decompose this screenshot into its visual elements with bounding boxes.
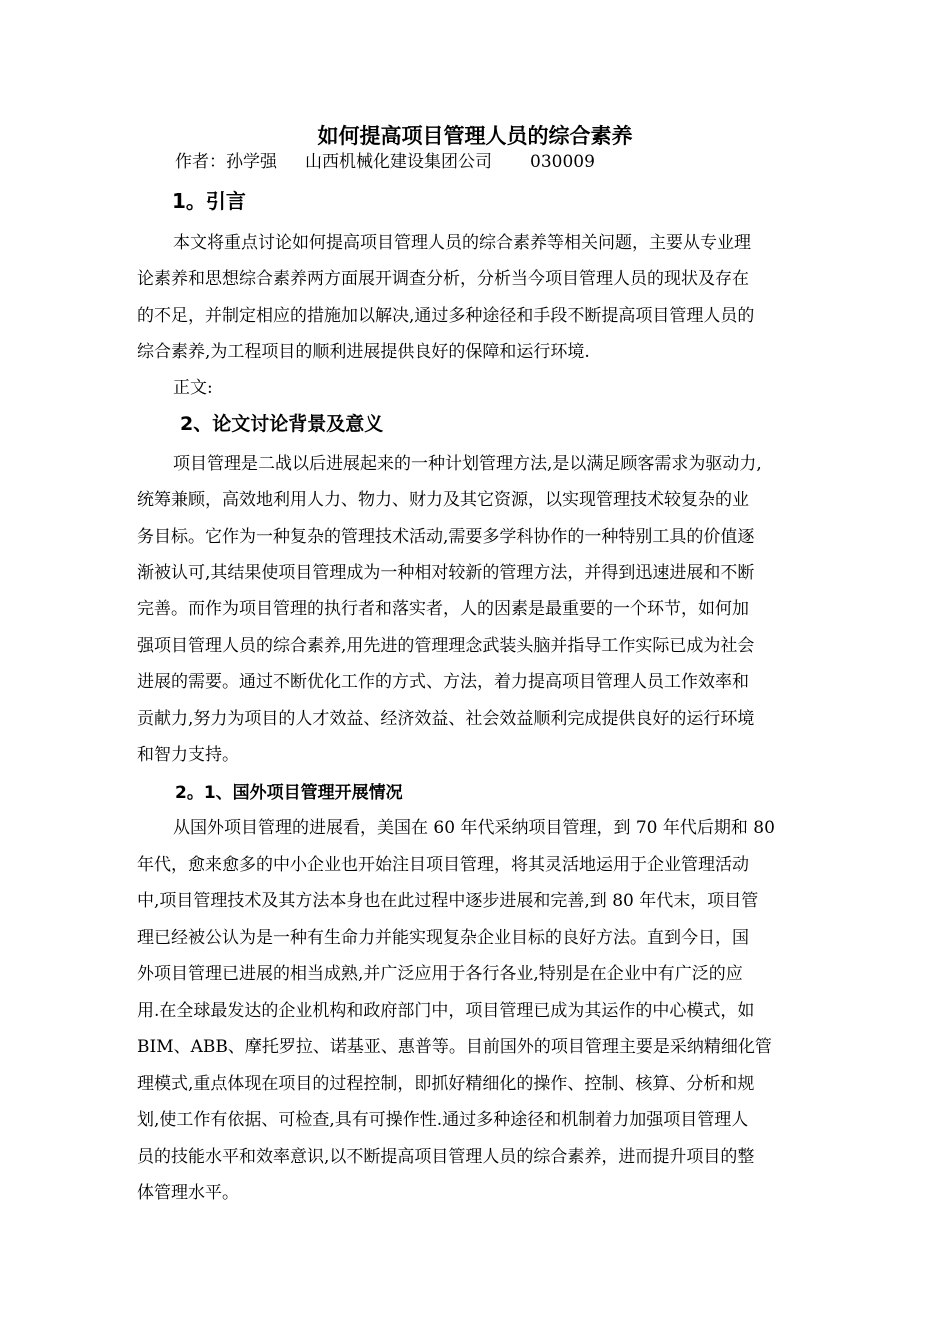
paragraph-line: 论素养和思想综合素养两方面展开调查分析，分析当今项目管理人员的现状及存在 (137, 269, 749, 289)
postcode: 030009 (530, 152, 595, 172)
paragraph-line: 中,项目管理技术及其方法本身也在此过程中逐步进展和完善,到 80 年代末，项目管 (137, 891, 759, 911)
byline (175, 150, 595, 174)
paragraph-line: 年代，愈来愈多的中小企业也开始注目项目管理，将其灵活地运用于企业管理活动 (137, 855, 749, 875)
paragraph-line: 从国外项目管理的进展看，美国在 60 年代采纳项目管理，到 70 年代后期和 80 (173, 818, 775, 838)
paragraph-line: 理模式,重点体现在项目的过程控制，即抓好精细化的操作、控制、核算、分析和规 (137, 1074, 755, 1094)
paragraph-line: 进展的需要。通过不断优化工作的方式、方法，着力提高项目管理人员工作效率和 (137, 672, 749, 692)
author: 作者：孙学强 (175, 152, 277, 172)
paragraph-line: 用.在全球最发达的企业机构和政府部门中，项目管理已成为其运作的中心模式，如 (137, 1001, 755, 1021)
section-heading-intro: 1。引言 (172, 189, 246, 213)
paragraph-line: 贡献力,努力为项目的人才效益、经济效益、社会效益顺利完成提供良好的运行环境 (137, 709, 755, 729)
paragraph-line: 理已经被公认为是一种有生命力并能实现复杂企业目标的良好方法。直到今日，国 (137, 928, 749, 948)
paragraph-line: 和智力支持。 (137, 745, 239, 765)
document-title: 如何提高项目管理人员的综合素养 (317, 124, 633, 148)
paragraph-line: 强项目管理人员的综合素养,用先进的管理理念武装头脑并指导工作实际已成为社会 (137, 636, 755, 656)
paragraph-line: 项目管理是二战以后进展起来的一种计划管理方法,是以满足顾客需求为驱动力, (173, 454, 762, 474)
organization: 山西机械化建设集团公司 (305, 152, 492, 172)
section-heading-background: 2、论文讨论背景及意义 (180, 413, 384, 435)
paragraph-line: 完善。而作为项目管理的执行者和落实者，人的因素是最重要的一个环节，如何加 (137, 599, 749, 619)
paragraph-line: BIM、ABB、摩托罗拉、诺基亚、惠普等。目前国外的项目管理主要是采纳精细化管 (137, 1037, 772, 1057)
subsection-heading-foreign: 2。1、国外项目管理开展情况 (175, 783, 403, 803)
paragraph-line: 体管理水平。 (137, 1183, 239, 1203)
paragraph-line: 统筹兼顾，高效地利用人力、物力、财力及其它资源，以实现管理技术较复杂的业 (137, 490, 749, 510)
paragraph-line: 本文将重点讨论如何提高项目管理人员的综合素养等相关问题，主要从专业理 (173, 233, 751, 253)
paragraph-line: 的不足，并制定相应的措施加以解决,通过多种途径和手段不断提高项目管理人员的 (137, 306, 755, 326)
paragraph-line: 综合素养,为工程项目的顺利进展提供良好的保障和运行环境. (137, 342, 590, 362)
paragraph-line: 渐被认可,其结果使项目管理成为一种相对较新的管理方法，并得到迅速进展和不断 (137, 563, 755, 583)
paragraph-line: 划,使工作有依据、可检查,具有可操作性.通过多种途径和机制着力加强项目管理人 (137, 1110, 749, 1130)
paragraph-line: 务目标。它作为一种复杂的管理技术活动,需要多学科协作的一种特别工具的价值逐 (137, 527, 755, 547)
paragraph-line: 外项目管理已进展的相当成熟,并广泛应用于各行各业,特别是在企业中有广泛的应 (137, 964, 743, 984)
body-label: 正文: (173, 378, 213, 398)
paragraph-line: 员的技能水平和效率意识,以不断提高项目管理人员的综合素养，进而提升项目的整 (137, 1147, 755, 1167)
